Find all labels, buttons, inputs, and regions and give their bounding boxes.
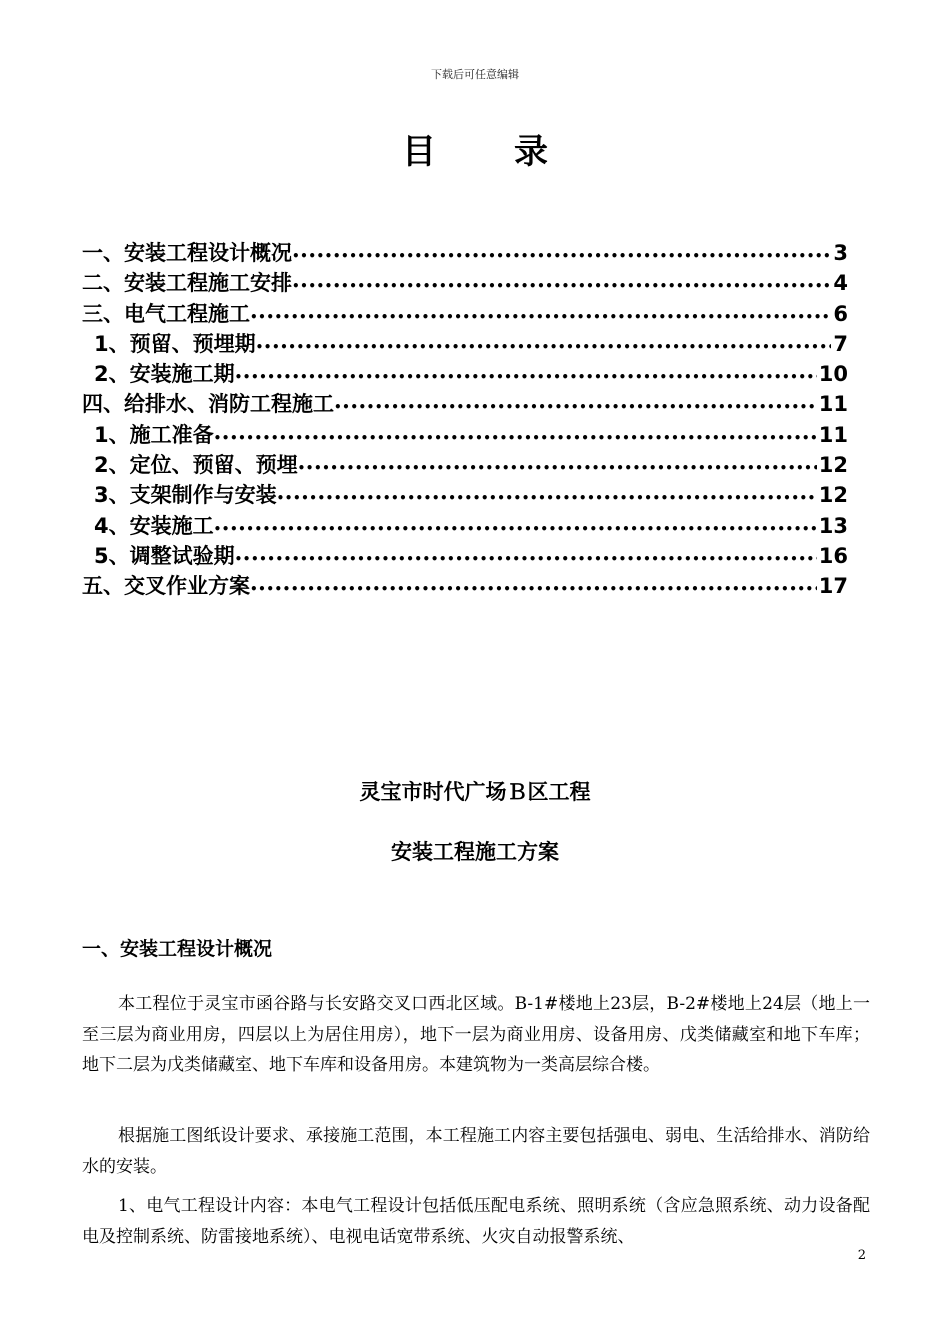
toc-entry-page: 17 [818,574,848,599]
toc-entry-page: 12 [818,453,848,478]
toc-title: 目录 [402,132,626,172]
toc-entry-label: 3、支架制作与安装 [94,483,277,508]
toc-entry[interactable] [82,511,848,541]
toc-entry-label: 1、施工准备 [94,422,214,447]
toc-entry-label: 三、电气工程施工 [82,301,250,326]
toc-dot-leader [250,574,817,604]
toc-entry-page: 11 [818,422,848,447]
toc-entry-label: 一、安装工程设计概况 [82,241,292,265]
document-subtitle: 安装工程施工方案 [391,840,559,864]
toc-entry-label: 四、给排水、消防工程施工 [82,392,334,417]
toc-entry-label: 二、安装工程施工安排 [82,271,292,296]
toc-dot-leader [298,453,817,483]
toc-entry[interactable] [82,329,848,359]
toc-dot-leader [235,544,817,574]
toc-entry[interactable] [82,268,848,298]
toc-dot-leader [292,241,831,271]
toc-dot-leader [250,302,831,332]
table-of-contents [82,238,848,602]
toc-entry[interactable] [82,420,848,450]
header-note: 下载后可任意编辑 [431,68,519,81]
toc-entry-page: 11 [818,392,848,417]
toc-entry[interactable] [82,299,848,329]
toc-entry-page: 16 [818,543,848,568]
section-heading: 一、安装工程设计概况 [82,938,273,960]
document-title: 灵宝市时代广场Ｂ区工程 [359,780,591,804]
toc-dot-leader [214,514,817,544]
body-paragraph: 本工程位于灵宝市函谷路与长安路交叉口西北区域。B-1#楼地上23层，B-2#楼地上24层（地上一至三层为商业用房，四层以上为居住用房），地下一层为商业用房、设备用房、戊类储藏室和地下车库；地下二层为戊类储藏室、地下车库和设备用房。本建筑物为一类高层综合楼。 [82,994,870,1075]
toc-entry-page: 10 [818,362,848,387]
toc-dot-leader [214,423,817,453]
toc-dot-leader [277,483,817,513]
toc-entry-page: 12 [818,483,848,508]
toc-entry[interactable] [82,571,848,601]
toc-entry-label: 1、预留、预埋期 [94,331,256,356]
toc-entry-label: 五、交叉作业方案 [82,574,250,599]
toc-entry-page: 13 [818,513,848,538]
toc-entry[interactable] [82,238,848,268]
toc-entry[interactable] [82,359,848,389]
toc-dot-leader [334,392,817,422]
toc-entry[interactable] [82,480,848,510]
toc-dot-leader [235,362,817,392]
toc-dot-leader [256,332,832,362]
toc-entry[interactable] [82,450,848,480]
body-paragraph: 1、电气工程设计内容：本电气工程设计包括低压配电系统、照明系统（含应急照系统、动力设备配电及控制系统、防雷接地系统）、电视电话宽带系统、火灾自动报警系统、 [82,1196,870,1247]
toc-entry-label: 2、定位、预留、预埋 [94,453,298,478]
toc-dot-leader [292,271,831,301]
toc-entry-label: 2、安装施工期 [94,362,235,387]
toc-entry[interactable] [82,541,848,571]
toc-entry-label: 4、安装施工 [94,513,214,538]
toc-entry-page: 6 [833,301,848,326]
toc-entry-page: 7 [833,331,848,356]
toc-entry-label: 5、调整试验期 [94,543,235,568]
toc-entry[interactable] [82,389,848,419]
page-number: 2 [857,1248,866,1263]
body-paragraph: 根据施工图纸设计要求、承接施工范围，本工程施工内容主要包括强电、弱电、生活给排水、消防给水的安装。 [82,1126,870,1177]
toc-entry-page: 3 [833,241,848,265]
toc-entry-page: 4 [833,271,848,296]
